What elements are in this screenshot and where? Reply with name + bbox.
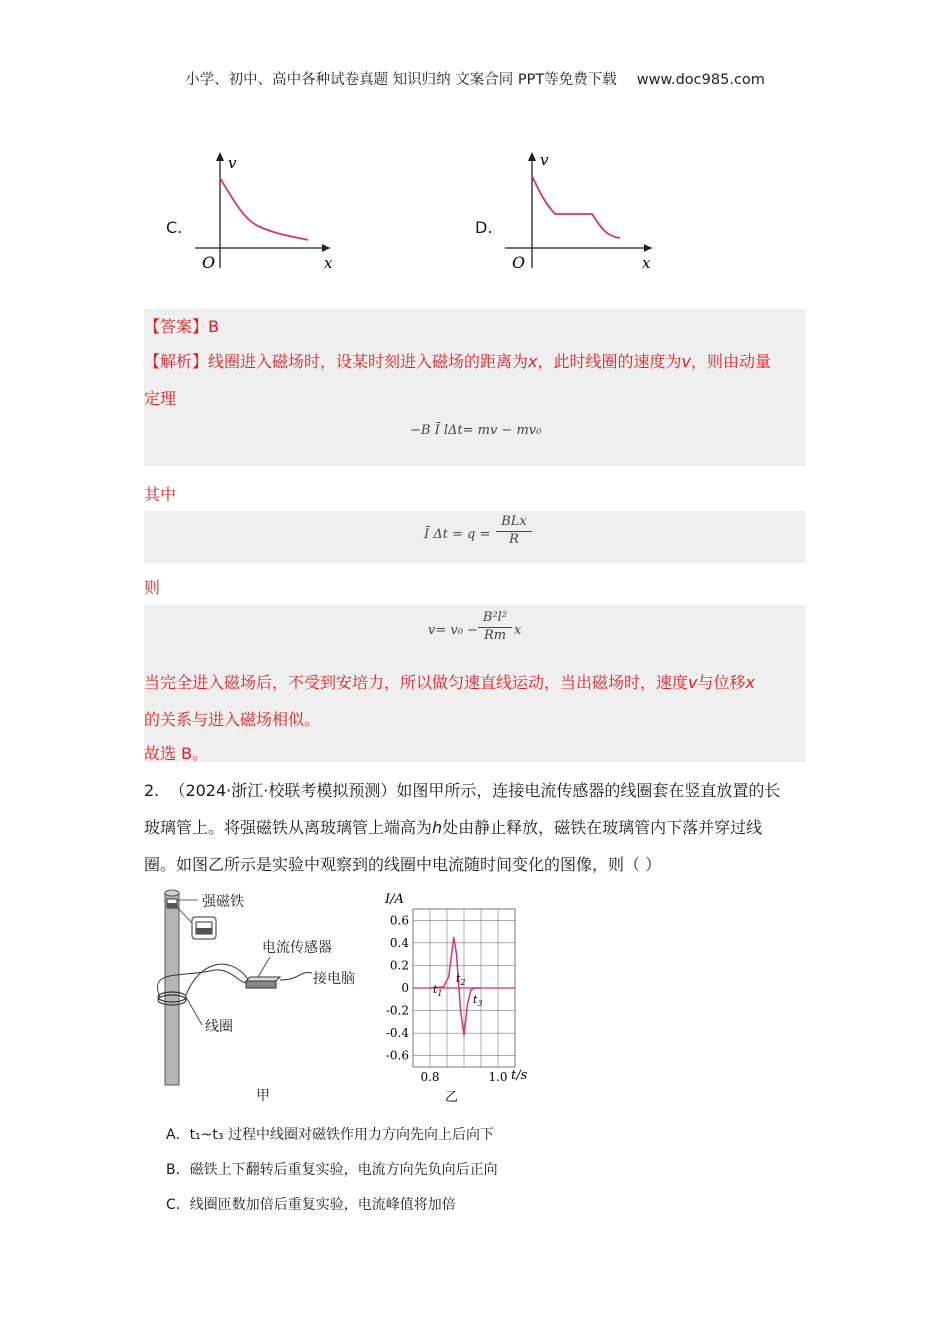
analysis-conclusion: 故选 B。 — [144, 744, 209, 763]
q2-var-h: h — [432, 818, 443, 837]
option-a-text: t₁~t₃ 过程中线圈对磁铁作用力方向先向上后向下 — [189, 1127, 494, 1143]
caption-jia: 甲 — [256, 1088, 270, 1104]
chart-ytick-label: 0.6 — [389, 913, 409, 928]
option-b-text: 磁铁上下翻转后重复实验，电流方向先负向后正向 — [189, 1162, 498, 1178]
graph-c-curve — [220, 178, 308, 240]
graph-d-y-arrow — [528, 152, 536, 161]
analysis-line2: 定理 — [144, 389, 177, 408]
header-text: 小学、初中、高中各种试卷真题 知识归纳 文案合同 PPT等免费下载 — [185, 72, 617, 88]
sensor — [246, 981, 276, 988]
graph-d-curve — [532, 176, 620, 238]
chart-xlabel: t/s — [511, 1068, 528, 1083]
qizhong-label: 其中 — [144, 485, 177, 504]
analysis-para1 — [144, 670, 755, 693]
option-a-letter: A． — [166, 1127, 190, 1143]
option-c-text: 线圈匝数加倍后重复实验，电流峰值将加倍 — [189, 1197, 456, 1213]
q2-text1: （2024·浙江·校联考模拟预测）如图甲所示，连接电流传感器的线圈套在竖直放置的长 — [169, 781, 781, 800]
q2-line1 — [144, 778, 780, 801]
formula3-right: x — [514, 623, 522, 638]
option-a[interactable] — [166, 1124, 494, 1144]
label-magnet: 强磁铁 — [202, 894, 244, 910]
page-header — [0, 68, 950, 89]
graph-c-x-arrow — [322, 244, 330, 252]
formula1: −B Ī lΔt= mv − mv₀ — [410, 423, 542, 438]
analysis-var-v: v — [681, 352, 691, 371]
graph-d — [500, 148, 660, 273]
answer-value: B — [208, 317, 219, 336]
sensor-leader — [258, 957, 270, 977]
formula2-fraction — [496, 514, 532, 547]
header-url[interactable]: www.doc985.com — [636, 72, 765, 88]
chart-ylabel: I/A — [385, 892, 404, 907]
q2-text2a: 玻璃管上。将强磁铁从离玻璃管上端高为 — [144, 818, 433, 837]
sensor-top — [246, 977, 280, 981]
q2-text2b: 处由静止释放，磁铁在玻璃管内下落并穿过线 — [442, 818, 763, 837]
graph-c-x-label: x — [324, 254, 333, 272]
analysis-line1 — [144, 349, 771, 372]
chart-ytick-label: 0.2 — [389, 958, 409, 973]
graph-c — [190, 148, 340, 273]
analysis-var-x: x — [528, 352, 538, 371]
q2-line2 — [144, 815, 762, 838]
magnet-small-half — [167, 903, 177, 908]
graph-d-y-label: v — [540, 151, 549, 169]
tube-top — [165, 890, 179, 896]
analysis-para2: 的关系与进入磁场相似。 — [144, 710, 321, 729]
chart-yi — [375, 885, 540, 1107]
analysis-text1: 线圈进入磁场时，设某时刻进入磁场的距离为 — [208, 352, 529, 371]
option-b[interactable] — [166, 1159, 498, 1179]
chart-caption: 乙 — [445, 1090, 459, 1105]
q2-number: 2. — [144, 781, 160, 800]
chart-series-line — [430, 937, 481, 1035]
annotation-t2: $t_2$ — [456, 972, 466, 987]
label-sensor: 电流传感器 — [262, 940, 332, 956]
label-computer: 接电脑 — [313, 971, 355, 987]
formula3-num: B²l² — [482, 610, 508, 625]
formula3-fraction — [478, 610, 512, 643]
option-c[interactable] — [166, 1194, 456, 1214]
chart-xtick-label: 1.0 — [488, 1070, 508, 1084]
formula2-num: BLx — [501, 514, 527, 529]
formula3-left: v= v₀ − — [428, 623, 478, 638]
graph-c-y-label: v — [228, 154, 237, 172]
graph-d-x-label: x — [642, 254, 651, 272]
formula2-left: Ī Δt = q = — [424, 527, 491, 542]
para1-var-x: x — [745, 673, 755, 692]
chart-ytick-label: -0.6 — [385, 1048, 409, 1063]
graph-c-y-arrow — [216, 152, 224, 161]
annotation-t3: $t_3$ — [473, 993, 483, 1008]
figure-jia — [150, 885, 370, 1105]
computer-wire — [280, 972, 312, 980]
chart-ytick-label: -0.4 — [385, 1026, 409, 1041]
para1-textb: 与位移 — [697, 673, 746, 692]
analysis-tag: 【解析】 — [144, 352, 209, 371]
graph-c-origin: O — [202, 253, 216, 272]
annotation-t1: $t_1$ — [433, 983, 443, 998]
chart-xtick-label: 0.8 — [420, 1070, 440, 1084]
coil-leader — [186, 997, 202, 1025]
analysis-text1b: ，此时线圈的速度为 — [537, 352, 682, 371]
graph-d-x-arrow — [644, 244, 652, 252]
answer-line — [144, 314, 219, 337]
q2-line3: 圈。如图乙所示是实验中观察到的线圈中电流随时间变化的图像，则（ ） — [144, 855, 662, 874]
magnet-zoom-half — [196, 928, 212, 934]
glass-tube — [165, 893, 179, 1085]
graph-d-label: D. — [475, 218, 493, 237]
answer-box — [144, 309, 806, 466]
label-coil: 线圈 — [205, 1019, 233, 1035]
option-c-letter: C． — [166, 1197, 190, 1213]
answer-tag: 【答案】 — [144, 317, 209, 336]
analysis-text1c: ，则由动量 — [690, 352, 771, 371]
ze-label: 则 — [144, 578, 161, 597]
chart-ytick-label: 0.4 — [389, 935, 409, 950]
para1-text: 当完全进入磁场后，不受到安培力，所以做匀速直线运动，当出磁场时，速度 — [144, 673, 689, 692]
formula3-den: Rm — [478, 627, 512, 643]
option-b-letter: B． — [166, 1162, 190, 1178]
para1-var-v: v — [688, 673, 698, 692]
chart-ytick-label: 0 — [401, 981, 409, 995]
graph-d-origin: O — [512, 253, 526, 272]
graph-c-label: C. — [166, 218, 183, 237]
formula2-den: R — [496, 531, 532, 547]
chart-ytick-label: -0.2 — [385, 1003, 409, 1018]
